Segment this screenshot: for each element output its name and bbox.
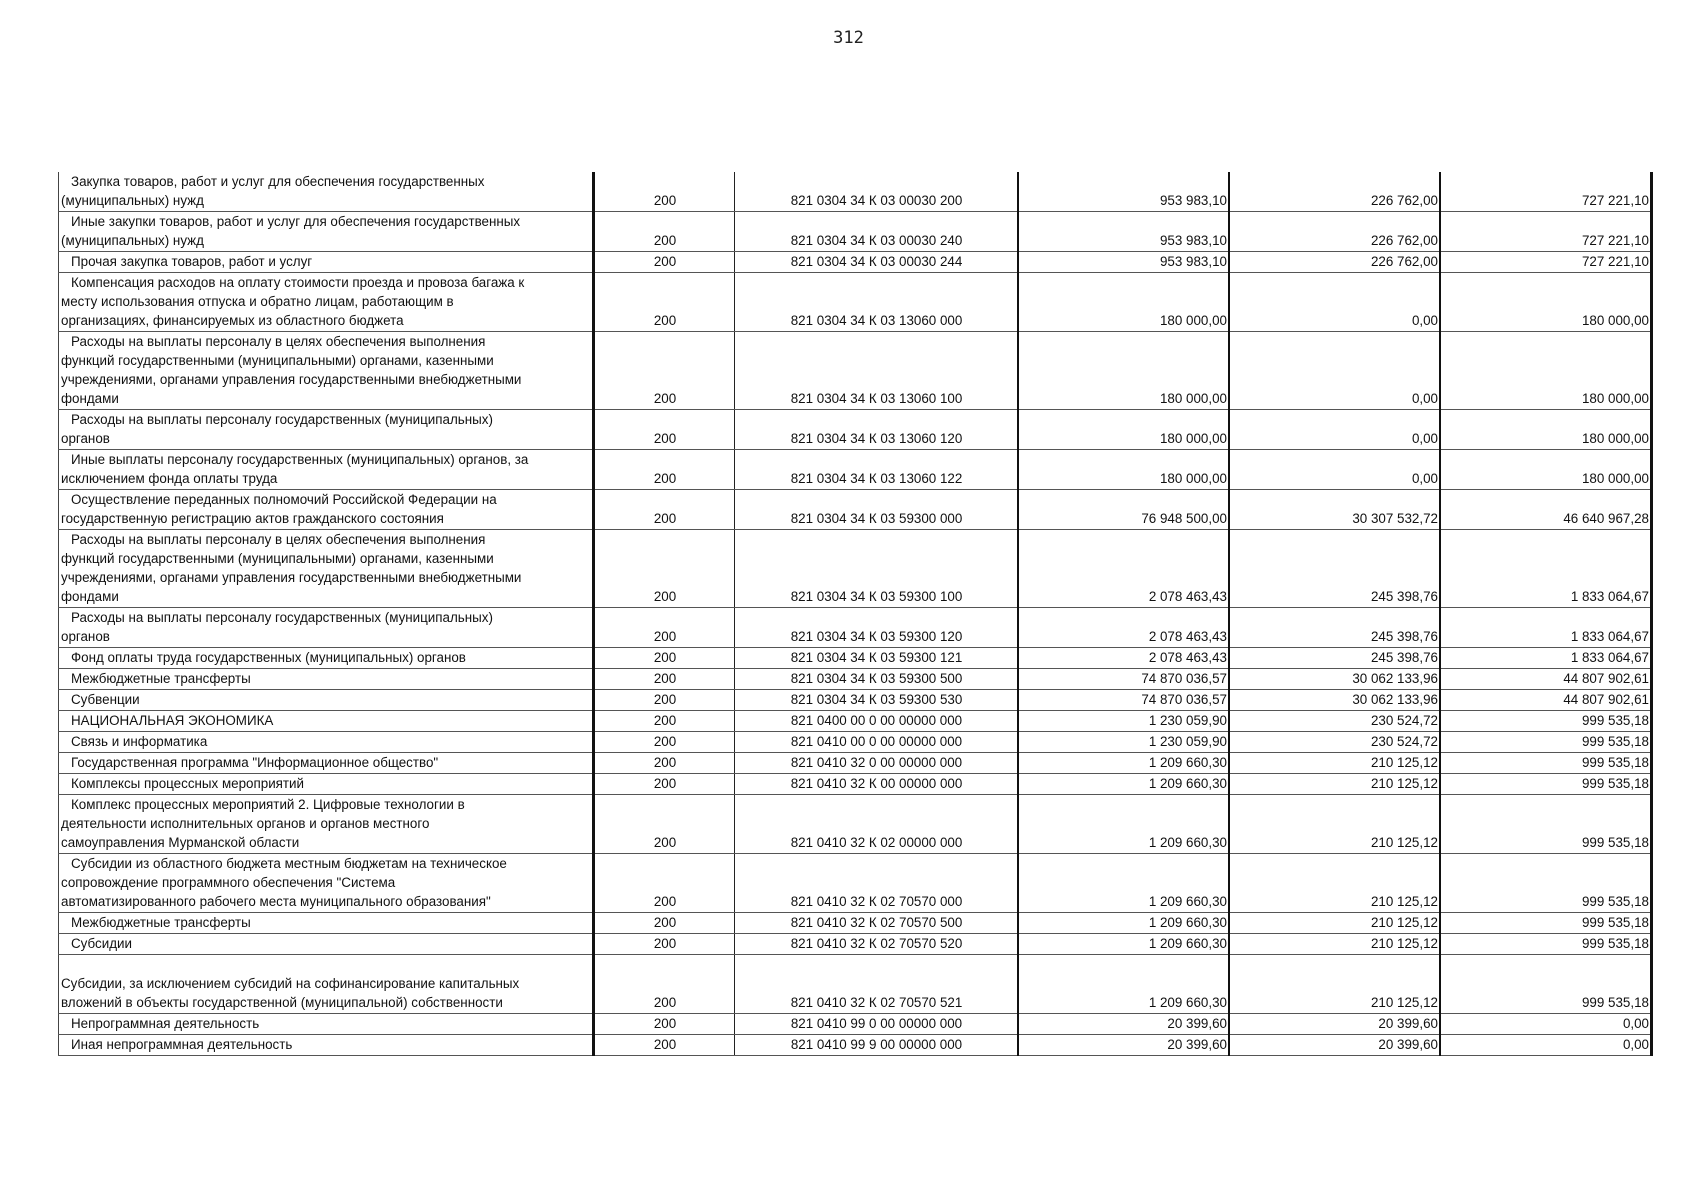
cell-code: 200 bbox=[594, 450, 735, 490]
cell-name-line: автоматизированного рабочего места муниципального образования" bbox=[61, 894, 491, 909]
cell-name-line: Расходы на выплаты персоналу государственных (муниципальных) bbox=[71, 610, 493, 625]
table-row bbox=[59, 648, 1652, 669]
table-row bbox=[59, 490, 1652, 530]
cell-name bbox=[59, 913, 594, 934]
cell-unexecuted: 1 833 064,67 bbox=[1440, 530, 1652, 608]
cell-executed: 226 762,00 bbox=[1229, 172, 1440, 212]
table-row bbox=[59, 410, 1652, 450]
cell-approved: 1 209 660,30 bbox=[1018, 913, 1229, 934]
cell-classifier: 821 0410 00 0 00 00000 000 bbox=[735, 732, 1019, 753]
cell-executed: 210 125,12 bbox=[1229, 854, 1440, 913]
cell-executed: 30 307 532,72 bbox=[1229, 490, 1440, 530]
cell-code: 200 bbox=[594, 530, 735, 608]
cell-approved: 1 230 059,90 bbox=[1018, 732, 1229, 753]
cell-name bbox=[59, 648, 594, 669]
cell-name bbox=[59, 795, 594, 854]
table-row bbox=[59, 774, 1652, 795]
cell-name bbox=[59, 273, 594, 332]
cell-code: 200 bbox=[594, 711, 735, 732]
cell-name-line: Связь и информатика bbox=[71, 734, 208, 749]
table-row bbox=[59, 1035, 1652, 1056]
cell-classifier: 821 0304 34 К 03 00030 244 bbox=[735, 252, 1019, 273]
cell-name-line: Иная непрограммная деятельность bbox=[71, 1037, 293, 1052]
cell-executed: 0,00 bbox=[1229, 332, 1440, 410]
cell-unexecuted: 999 535,18 bbox=[1440, 753, 1652, 774]
cell-approved: 74 870 036,57 bbox=[1018, 690, 1229, 711]
cell-executed: 210 125,12 bbox=[1229, 795, 1440, 854]
cell-classifier: 821 0304 34 К 03 59300 530 bbox=[735, 690, 1019, 711]
cell-classifier: 821 0410 32 К 02 70570 000 bbox=[735, 854, 1019, 913]
cell-classifier: 821 0304 34 К 03 00030 240 bbox=[735, 212, 1019, 252]
cell-executed: 230 524,72 bbox=[1229, 711, 1440, 732]
cell-approved: 20 399,60 bbox=[1018, 1014, 1229, 1035]
table-row bbox=[59, 450, 1652, 490]
cell-name bbox=[59, 212, 594, 252]
cell-unexecuted: 999 535,18 bbox=[1440, 774, 1652, 795]
table-row bbox=[59, 753, 1652, 774]
cell-unexecuted: 180 000,00 bbox=[1440, 410, 1652, 450]
cell-unexecuted: 1 833 064,67 bbox=[1440, 608, 1652, 648]
cell-classifier: 821 0304 34 К 03 00030 200 bbox=[735, 172, 1019, 212]
cell-name-line: Субсидии, за исключением субсидий на софинансирование капитальных bbox=[61, 976, 520, 991]
cell-unexecuted: 999 535,18 bbox=[1440, 913, 1652, 934]
cell-executed: 30 062 133,96 bbox=[1229, 669, 1440, 690]
cell-name-line: деятельности исполнительных органов и органов местного bbox=[61, 816, 430, 831]
cell-executed: 210 125,12 bbox=[1229, 753, 1440, 774]
cell-name bbox=[59, 1014, 594, 1035]
cell-name-line: Государственная программа "Информационное общество" bbox=[71, 755, 439, 770]
cell-name bbox=[59, 753, 594, 774]
table-row bbox=[59, 212, 1652, 252]
cell-unexecuted: 180 000,00 bbox=[1440, 332, 1652, 410]
cell-name-line: Иные выплаты персоналу государственных (муниципальных) органов, за bbox=[71, 452, 529, 467]
cell-unexecuted: 999 535,18 bbox=[1440, 711, 1652, 732]
cell-name bbox=[59, 711, 594, 732]
cell-code: 200 bbox=[594, 410, 735, 450]
cell-name-line: Прочая закупка товаров, работ и услуг bbox=[71, 254, 313, 269]
cell-name bbox=[59, 934, 594, 955]
cell-classifier: 821 0410 99 9 00 00000 000 bbox=[735, 1035, 1019, 1056]
cell-code: 200 bbox=[594, 1014, 735, 1035]
cell-name-line: исключением фонда оплаты труда bbox=[61, 471, 278, 486]
cell-executed: 230 524,72 bbox=[1229, 732, 1440, 753]
cell-name-line: Расходы на выплаты персоналу в целях обеспечения выполнения bbox=[71, 532, 486, 547]
cell-unexecuted: 0,00 bbox=[1440, 1035, 1652, 1056]
cell-name-line: Субсидии из областного бюджета местным бюджетам на техническое bbox=[71, 856, 507, 871]
cell-name-line: Межбюджетные трансферты bbox=[71, 915, 251, 930]
table-row bbox=[59, 955, 1652, 1014]
cell-code: 200 bbox=[594, 1035, 735, 1056]
cell-code: 200 bbox=[594, 913, 735, 934]
cell-approved: 2 078 463,43 bbox=[1018, 648, 1229, 669]
cell-code: 200 bbox=[594, 774, 735, 795]
cell-classifier: 821 0410 99 0 00 00000 000 bbox=[735, 1014, 1019, 1035]
cell-approved: 74 870 036,57 bbox=[1018, 669, 1229, 690]
cell-name-line: органов bbox=[61, 629, 110, 644]
cell-code: 200 bbox=[594, 854, 735, 913]
cell-unexecuted: 999 535,18 bbox=[1440, 854, 1652, 913]
cell-approved: 180 000,00 bbox=[1018, 273, 1229, 332]
cell-name-line: органов bbox=[61, 431, 110, 446]
cell-executed: 0,00 bbox=[1229, 450, 1440, 490]
cell-unexecuted: 999 535,18 bbox=[1440, 732, 1652, 753]
cell-approved: 953 983,10 bbox=[1018, 252, 1229, 273]
cell-name-line: Закупка товаров, работ и услуг для обеспечения государственных bbox=[71, 174, 485, 189]
table-row bbox=[59, 854, 1652, 913]
cell-name-line: месту использования отпуска и обратно лицам, работающим в bbox=[61, 294, 454, 309]
cell-classifier: 821 0304 34 К 03 13060 000 bbox=[735, 273, 1019, 332]
cell-name bbox=[59, 490, 594, 530]
cell-code: 200 bbox=[594, 648, 735, 669]
cell-approved: 180 000,00 bbox=[1018, 332, 1229, 410]
cell-name bbox=[59, 955, 594, 1014]
cell-name bbox=[59, 690, 594, 711]
cell-name-line: фондами bbox=[61, 391, 119, 406]
cell-name-line: самоуправления Мурманской области bbox=[61, 835, 300, 850]
cell-unexecuted: 0,00 bbox=[1440, 1014, 1652, 1035]
cell-code: 200 bbox=[594, 669, 735, 690]
cell-executed: 0,00 bbox=[1229, 273, 1440, 332]
cell-name-line: сопровождение программного обеспечения "Система bbox=[61, 875, 396, 890]
cell-name-line: государственную регистрацию актов гражданского состояния bbox=[61, 511, 444, 526]
cell-executed: 210 125,12 bbox=[1229, 955, 1440, 1014]
cell-executed: 226 762,00 bbox=[1229, 212, 1440, 252]
cell-code: 200 bbox=[594, 252, 735, 273]
cell-classifier: 821 0410 32 К 02 70570 500 bbox=[735, 913, 1019, 934]
cell-name bbox=[59, 252, 594, 273]
table-row bbox=[59, 608, 1652, 648]
cell-name-line: учреждениями, органами управления государственными внебюджетными bbox=[61, 570, 522, 585]
cell-executed: 245 398,76 bbox=[1229, 608, 1440, 648]
cell-name-line: вложений в объекты государственной (муниципальной) собственности bbox=[61, 995, 503, 1010]
cell-name-line: Субсидии bbox=[71, 936, 132, 951]
table-row bbox=[59, 1014, 1652, 1035]
cell-classifier: 821 0304 34 К 03 59300 500 bbox=[735, 669, 1019, 690]
cell-approved: 953 983,10 bbox=[1018, 212, 1229, 252]
table-row bbox=[59, 913, 1652, 934]
cell-name-line: НАЦИОНАЛЬНАЯ ЭКОНОМИКА bbox=[71, 713, 274, 728]
cell-name bbox=[59, 332, 594, 410]
cell-classifier: 821 0304 34 К 03 13060 120 bbox=[735, 410, 1019, 450]
cell-classifier: 821 0410 32 0 00 00000 000 bbox=[735, 753, 1019, 774]
table-row bbox=[59, 530, 1652, 608]
cell-name-line: Компенсация расходов на оплату стоимости проезда и провоза багажа к bbox=[71, 275, 525, 290]
cell-approved: 1 209 660,30 bbox=[1018, 955, 1229, 1014]
cell-executed: 210 125,12 bbox=[1229, 774, 1440, 795]
table-row bbox=[59, 934, 1652, 955]
cell-name bbox=[59, 774, 594, 795]
cell-approved: 1 209 660,30 bbox=[1018, 774, 1229, 795]
cell-unexecuted: 180 000,00 bbox=[1440, 273, 1652, 332]
cell-unexecuted: 1 833 064,67 bbox=[1440, 648, 1652, 669]
cell-approved: 1 209 660,30 bbox=[1018, 753, 1229, 774]
cell-unexecuted: 999 535,18 bbox=[1440, 795, 1652, 854]
cell-name-line: Комплекс процессных мероприятий 2. Цифровые технологии в bbox=[71, 797, 465, 812]
cell-unexecuted: 44 807 902,61 bbox=[1440, 669, 1652, 690]
cell-classifier: 821 0304 34 К 03 13060 122 bbox=[735, 450, 1019, 490]
cell-code: 200 bbox=[594, 273, 735, 332]
cell-approved: 2 078 463,43 bbox=[1018, 608, 1229, 648]
cell-name-line: Расходы на выплаты персоналу государственных (муниципальных) bbox=[71, 412, 493, 427]
cell-approved: 953 983,10 bbox=[1018, 172, 1229, 212]
cell-approved: 180 000,00 bbox=[1018, 410, 1229, 450]
cell-classifier: 821 0400 00 0 00 00000 000 bbox=[735, 711, 1019, 732]
cell-name bbox=[59, 172, 594, 212]
cell-classifier: 821 0304 34 К 03 59300 100 bbox=[735, 530, 1019, 608]
cell-unexecuted: 727 221,10 bbox=[1440, 172, 1652, 212]
cell-approved: 180 000,00 bbox=[1018, 450, 1229, 490]
cell-name-line: функций государственными (муниципальными) органами, казенными bbox=[61, 353, 494, 368]
cell-executed: 226 762,00 bbox=[1229, 252, 1440, 273]
cell-classifier: 821 0304 34 К 03 13060 100 bbox=[735, 332, 1019, 410]
page-number: 312 bbox=[833, 28, 864, 48]
cell-unexecuted: 180 000,00 bbox=[1440, 450, 1652, 490]
table-row bbox=[59, 732, 1652, 753]
cell-approved: 2 078 463,43 bbox=[1018, 530, 1229, 608]
table-row bbox=[59, 669, 1652, 690]
table-row bbox=[59, 711, 1652, 732]
cell-unexecuted: 999 535,18 bbox=[1440, 955, 1652, 1014]
cell-code: 200 bbox=[594, 690, 735, 711]
budget-execution-table bbox=[58, 172, 1653, 1056]
cell-name-line bbox=[61, 955, 591, 974]
cell-classifier: 821 0304 34 К 03 59300 000 bbox=[735, 490, 1019, 530]
cell-executed: 30 062 133,96 bbox=[1229, 690, 1440, 711]
table-row bbox=[59, 252, 1652, 273]
cell-executed: 20 399,60 bbox=[1229, 1035, 1440, 1056]
cell-name-line: (муниципальных) нужд bbox=[61, 233, 204, 248]
table-row bbox=[59, 690, 1652, 711]
cell-name bbox=[59, 732, 594, 753]
cell-name-line: учреждениями, органами управления государственными внебюджетными bbox=[61, 372, 522, 387]
cell-name bbox=[59, 530, 594, 608]
table-row bbox=[59, 172, 1652, 212]
cell-executed: 210 125,12 bbox=[1229, 913, 1440, 934]
cell-unexecuted: 46 640 967,28 bbox=[1440, 490, 1652, 530]
cell-name-line: Непрограммная деятельность bbox=[71, 1016, 260, 1031]
cell-name-line: Комплексы процессных мероприятий bbox=[71, 776, 305, 791]
cell-code: 200 bbox=[594, 955, 735, 1014]
cell-approved: 76 948 500,00 bbox=[1018, 490, 1229, 530]
cell-name-line: организациях, финансируемых из областного бюджета bbox=[61, 313, 404, 328]
cell-name-line: Субвенции bbox=[71, 692, 140, 707]
cell-classifier: 821 0410 32 К 00 00000 000 bbox=[735, 774, 1019, 795]
table-row bbox=[59, 795, 1652, 854]
cell-name-line: Расходы на выплаты персоналу в целях обеспечения выполнения bbox=[71, 334, 486, 349]
cell-name bbox=[59, 1035, 594, 1056]
cell-executed: 245 398,76 bbox=[1229, 648, 1440, 669]
cell-name bbox=[59, 450, 594, 490]
cell-name-line: фондами bbox=[61, 589, 119, 604]
cell-executed: 245 398,76 bbox=[1229, 530, 1440, 608]
cell-executed: 20 399,60 bbox=[1229, 1014, 1440, 1035]
cell-name bbox=[59, 410, 594, 450]
cell-approved: 1 230 059,90 bbox=[1018, 711, 1229, 732]
cell-code: 200 bbox=[594, 490, 735, 530]
cell-code: 200 bbox=[594, 212, 735, 252]
cell-unexecuted: 999 535,18 bbox=[1440, 934, 1652, 955]
cell-unexecuted: 727 221,10 bbox=[1440, 212, 1652, 252]
table-body bbox=[59, 172, 1652, 1056]
cell-approved: 20 399,60 bbox=[1018, 1035, 1229, 1056]
cell-classifier: 821 0410 32 К 02 70570 520 bbox=[735, 934, 1019, 955]
cell-name-line: функций государственными (муниципальными) органами, казенными bbox=[61, 551, 494, 566]
cell-code: 200 bbox=[594, 332, 735, 410]
table-row bbox=[59, 273, 1652, 332]
cell-unexecuted: 727 221,10 bbox=[1440, 252, 1652, 273]
cell-name-line: Межбюджетные трансферты bbox=[71, 671, 251, 686]
table-row bbox=[59, 332, 1652, 410]
cell-executed: 210 125,12 bbox=[1229, 934, 1440, 955]
cell-code: 200 bbox=[594, 795, 735, 854]
cell-name-line: Фонд оплаты труда государственных (муниципальных) органов bbox=[71, 650, 466, 665]
cell-name bbox=[59, 854, 594, 913]
cell-classifier: 821 0410 32 К 02 00000 000 bbox=[735, 795, 1019, 854]
cell-classifier: 821 0304 34 К 03 59300 120 bbox=[735, 608, 1019, 648]
cell-executed: 0,00 bbox=[1229, 410, 1440, 450]
cell-classifier: 821 0304 34 К 03 59300 121 bbox=[735, 648, 1019, 669]
cell-classifier: 821 0410 32 К 02 70570 521 bbox=[735, 955, 1019, 1014]
cell-approved: 1 209 660,30 bbox=[1018, 854, 1229, 913]
cell-name-line: Осуществление переданных полномочий Российской Федерации на bbox=[71, 492, 497, 507]
cell-code: 200 bbox=[594, 172, 735, 212]
cell-code: 200 bbox=[594, 608, 735, 648]
cell-code: 200 bbox=[594, 732, 735, 753]
cell-name bbox=[59, 608, 594, 648]
cell-name-line: (муниципальных) нужд bbox=[61, 193, 204, 208]
cell-name bbox=[59, 669, 594, 690]
cell-approved: 1 209 660,30 bbox=[1018, 795, 1229, 854]
cell-name-line: Иные закупки товаров, работ и услуг для обеспечения государственных bbox=[71, 214, 521, 229]
cell-approved: 1 209 660,30 bbox=[1018, 934, 1229, 955]
cell-code: 200 bbox=[594, 934, 735, 955]
cell-unexecuted: 44 807 902,61 bbox=[1440, 690, 1652, 711]
cell-code: 200 bbox=[594, 753, 735, 774]
